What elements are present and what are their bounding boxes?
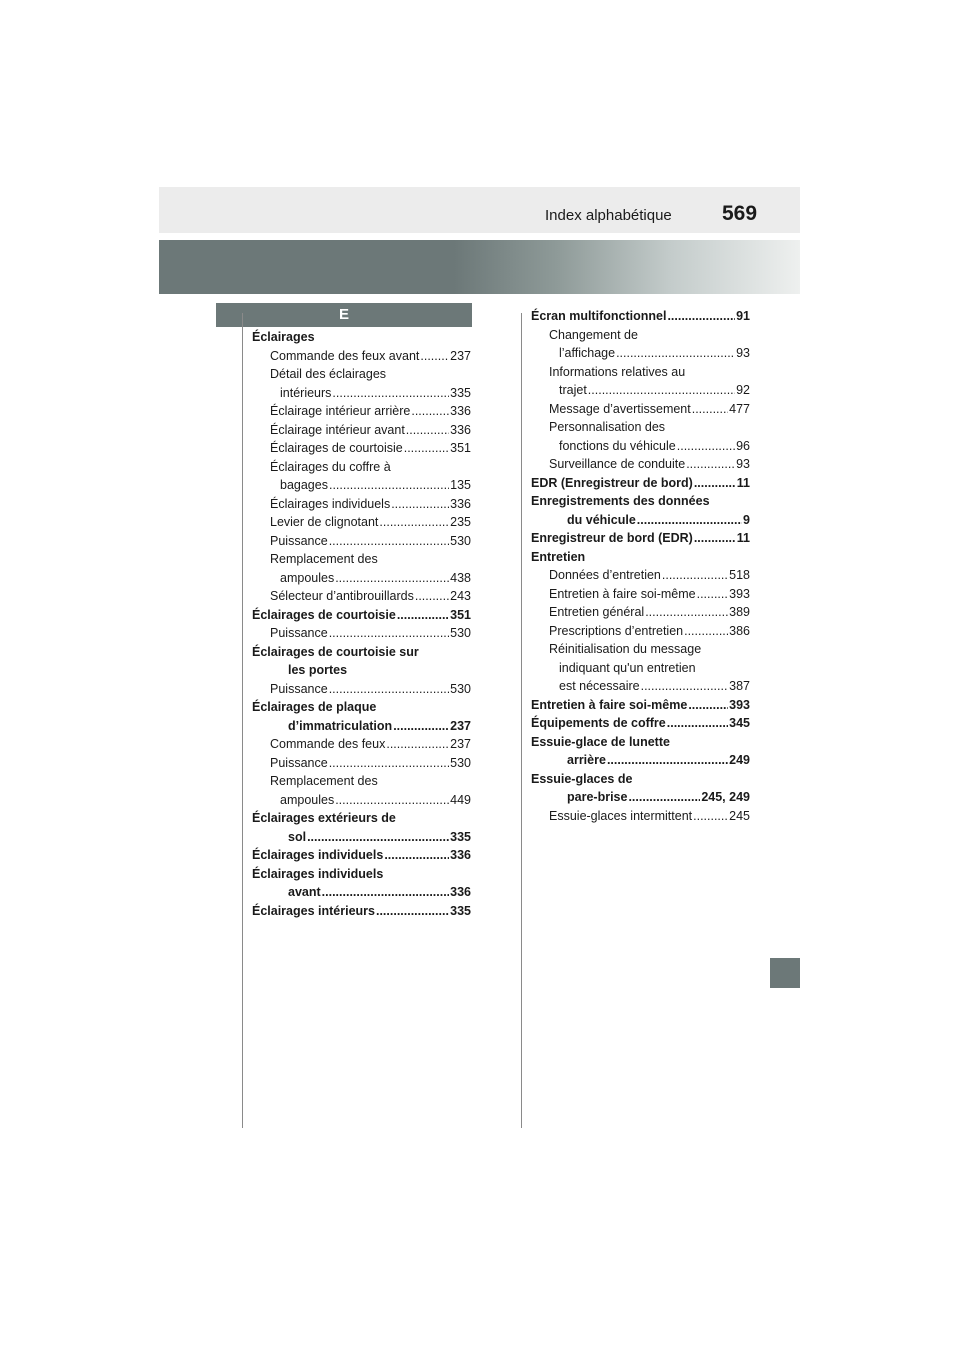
section-letter-tab: E bbox=[216, 303, 472, 327]
index-entry-text: Éclairages individuels bbox=[270, 496, 391, 511]
index-entry-text: Changement de bbox=[549, 327, 638, 342]
dot-leader bbox=[329, 532, 449, 551]
index-entry-page: 9 bbox=[743, 512, 750, 527]
index-entry-text: Éclairages extérieurs de bbox=[252, 811, 396, 825]
index-entry-page: 518 bbox=[729, 568, 750, 582]
index-entry bbox=[531, 326, 750, 345]
dot-leader bbox=[397, 606, 449, 625]
index-entry bbox=[252, 606, 471, 625]
index-entry bbox=[531, 770, 750, 789]
index-entry-text: Éclairage intérieur arrière bbox=[270, 404, 411, 418]
index-entry bbox=[531, 437, 750, 456]
index-entry bbox=[252, 458, 471, 477]
dot-leader bbox=[411, 402, 449, 421]
index-entry bbox=[252, 865, 471, 884]
dot-leader bbox=[688, 696, 728, 715]
index-entry-text: Éclairage intérieur avant bbox=[270, 422, 405, 437]
running-header-title: Index alphabétique bbox=[545, 207, 672, 224]
index-entry bbox=[531, 603, 750, 622]
index-entry-page: 393 bbox=[729, 586, 750, 601]
index-entry-page: 335 bbox=[450, 829, 471, 844]
index-entry-text: Surveillance de conduite bbox=[549, 457, 686, 471]
index-entry-text: fonctions du véhicule bbox=[559, 438, 676, 453]
index-entry-text: Entretien à faire soi-même bbox=[531, 697, 688, 712]
index-entry bbox=[252, 384, 471, 403]
index-entry bbox=[531, 751, 750, 770]
index-entry-page: 135 bbox=[450, 478, 471, 492]
index-entry bbox=[531, 659, 750, 678]
index-entry-text: Puissance bbox=[270, 755, 328, 770]
index-entry bbox=[531, 733, 750, 752]
index-entry bbox=[252, 513, 471, 532]
dot-leader bbox=[329, 680, 449, 699]
index-entry-text: pare-brise bbox=[567, 790, 628, 804]
index-entry-text: Éclairages bbox=[252, 330, 315, 344]
index-entry-page: 237 bbox=[450, 348, 471, 363]
index-entry bbox=[252, 365, 471, 384]
index-entry bbox=[252, 828, 471, 847]
dot-leader bbox=[376, 902, 449, 921]
index-entry bbox=[531, 585, 750, 604]
index-entry-page: 243 bbox=[450, 589, 471, 603]
dot-leader bbox=[667, 307, 735, 326]
index-entry-text: Équipements de coffre bbox=[531, 716, 666, 730]
header-band bbox=[159, 187, 800, 233]
index-entry bbox=[252, 717, 471, 736]
index-entry-page: 530 bbox=[450, 533, 471, 548]
index-entry-text: Éclairages de courtoisie sur bbox=[252, 644, 419, 659]
index-entry bbox=[252, 328, 471, 347]
index-entry bbox=[531, 511, 750, 530]
index-entry-page: 449 bbox=[450, 792, 471, 807]
index-entry-page: 530 bbox=[450, 626, 471, 640]
index-entry bbox=[252, 624, 471, 643]
index-entry-page: 530 bbox=[450, 681, 471, 696]
dot-leader bbox=[684, 622, 728, 641]
index-entry-text: Message d’avertissement bbox=[549, 401, 691, 416]
index-entry-text: ampoules bbox=[280, 570, 335, 585]
index-entry-text: Éclairages de plaque bbox=[252, 700, 377, 714]
index-entry-page: 387 bbox=[729, 679, 750, 693]
index-entry-page: 393 bbox=[729, 697, 750, 712]
index-entry bbox=[531, 696, 750, 715]
index-entry-text: avant bbox=[288, 885, 321, 899]
index-entry bbox=[531, 363, 750, 382]
dot-leader bbox=[692, 400, 728, 419]
dot-leader bbox=[379, 513, 449, 532]
index-entry bbox=[252, 809, 471, 828]
index-entry-text: Remplacement des bbox=[270, 552, 378, 566]
index-entry-text: Entretien à faire soi-même bbox=[549, 586, 696, 601]
index-entry bbox=[252, 735, 471, 754]
dot-leader bbox=[697, 585, 729, 604]
index-entry-text: Entretien bbox=[531, 549, 586, 564]
index-entry-text: Essuie-glace de lunette bbox=[531, 734, 670, 749]
index-entry-page: 336 bbox=[450, 848, 471, 862]
index-entry bbox=[252, 754, 471, 773]
dot-leader bbox=[391, 495, 449, 514]
index-entry-page: 11 bbox=[736, 475, 750, 490]
index-entry-page: 336 bbox=[450, 885, 471, 899]
index-entry-text: Levier de clignotant bbox=[270, 515, 379, 529]
index-entry bbox=[531, 529, 750, 548]
dot-leader bbox=[322, 883, 449, 902]
dot-leader bbox=[645, 603, 728, 622]
dot-leader bbox=[406, 421, 449, 440]
index-entry-page: 335 bbox=[450, 903, 471, 918]
dot-leader bbox=[329, 624, 449, 643]
index-entry bbox=[252, 883, 471, 902]
index-entry bbox=[252, 421, 471, 440]
index-entry bbox=[531, 677, 750, 696]
dot-leader bbox=[329, 754, 449, 773]
index-entry bbox=[531, 455, 750, 474]
page-number: 569 bbox=[722, 202, 758, 225]
index-entry-page: 93 bbox=[736, 346, 750, 360]
dot-leader bbox=[641, 677, 729, 696]
index-entry-page: 477 bbox=[729, 401, 750, 416]
dot-leader bbox=[616, 344, 735, 363]
index-entry bbox=[252, 495, 471, 514]
index-entry-text: Entretien général bbox=[549, 605, 645, 619]
index-entry bbox=[531, 400, 750, 419]
dot-leader bbox=[404, 439, 449, 458]
index-entry-text: Éclairages de courtoisie bbox=[270, 441, 403, 455]
index-entry-text: intérieurs bbox=[280, 385, 332, 400]
index-entry-text: Puissance bbox=[270, 533, 328, 548]
index-entry-page: 237 bbox=[450, 718, 471, 733]
index-entry-text: Enregistreur de bord (EDR) bbox=[531, 531, 693, 545]
index-entry-page: 96 bbox=[736, 438, 750, 453]
index-entry-text: Remplacement des bbox=[270, 774, 378, 788]
index-entry-text: les portes bbox=[288, 663, 348, 677]
index-entry-text: bagages bbox=[280, 478, 328, 492]
dot-leader bbox=[667, 714, 728, 733]
index-entry bbox=[252, 698, 471, 717]
index-entry-text: Essuie-glaces intermittent bbox=[549, 808, 693, 823]
index-entry-text: Éclairages du coffre à bbox=[270, 459, 391, 474]
dot-leader bbox=[332, 384, 449, 403]
index-entry-text: Détail des éclairages bbox=[270, 367, 387, 381]
index-entry-text: Puissance bbox=[270, 681, 328, 696]
index-entry-text: indiquant qu'un entretien bbox=[559, 660, 696, 675]
index-entry bbox=[252, 846, 471, 865]
index-entry-page: 336 bbox=[450, 404, 471, 418]
dot-leader bbox=[386, 735, 449, 754]
index-entry-page: 351 bbox=[450, 441, 471, 455]
index-entry-text: Éclairages individuels bbox=[252, 848, 384, 862]
index-entry bbox=[252, 402, 471, 421]
index-entry-page: 92 bbox=[736, 383, 750, 397]
index-entry bbox=[531, 548, 750, 567]
dot-leader bbox=[588, 381, 735, 400]
dot-leader bbox=[335, 791, 449, 810]
index-entry bbox=[531, 566, 750, 585]
index-entry-text: Réinitialisation du message bbox=[549, 642, 702, 656]
index-entry bbox=[531, 807, 750, 826]
index-entry bbox=[252, 587, 471, 606]
index-entry bbox=[531, 788, 750, 807]
index-entry-page: 245 bbox=[729, 808, 750, 823]
index-entry bbox=[531, 492, 750, 511]
index-entry bbox=[252, 532, 471, 551]
dot-leader bbox=[384, 846, 449, 865]
index-entry bbox=[252, 476, 471, 495]
index-entry-page: 235 bbox=[450, 515, 471, 529]
index-entry-page: 245, 249 bbox=[701, 790, 750, 804]
index-entry-text: arrière bbox=[567, 753, 606, 767]
index-entry bbox=[252, 550, 471, 569]
index-entry-page: 530 bbox=[450, 755, 471, 770]
dot-leader bbox=[686, 455, 735, 474]
index-entry bbox=[531, 714, 750, 733]
dot-leader bbox=[307, 828, 449, 847]
dot-leader bbox=[393, 717, 449, 736]
dot-leader bbox=[335, 569, 449, 588]
index-entry-page: 351 bbox=[450, 607, 471, 622]
index-entry-text: Données d’entretien bbox=[549, 568, 661, 582]
dot-leader bbox=[607, 751, 728, 770]
index-entry-text: Éclairages de courtoisie bbox=[252, 607, 396, 622]
dot-leader bbox=[628, 788, 700, 807]
index-entry-text: d’immatriculation bbox=[288, 718, 393, 733]
index-entry-page: 336 bbox=[450, 422, 471, 437]
index-entry-text: trajet bbox=[559, 383, 587, 397]
index-entry bbox=[252, 439, 471, 458]
index-entry bbox=[252, 772, 471, 791]
dot-leader bbox=[415, 587, 449, 606]
index-entry-text: Informations relatives au bbox=[549, 364, 686, 379]
dot-leader bbox=[637, 511, 742, 530]
left-column-rule bbox=[242, 313, 243, 1128]
index-entry-text: ampoules bbox=[280, 792, 335, 807]
index-entry-text: Éclairages individuels bbox=[252, 866, 384, 881]
index-entry bbox=[531, 640, 750, 659]
index-entry-page: 389 bbox=[729, 605, 750, 619]
index-entry-text: Puissance bbox=[270, 626, 328, 640]
index-entry bbox=[252, 661, 471, 680]
dot-leader bbox=[694, 474, 736, 493]
index-entry-page: 249 bbox=[729, 753, 750, 767]
index-entry bbox=[531, 622, 750, 641]
index-entry bbox=[252, 643, 471, 662]
index-entry-page: 386 bbox=[729, 623, 750, 638]
dot-leader bbox=[420, 347, 449, 366]
index-entry bbox=[252, 680, 471, 699]
index-entry-page: 336 bbox=[450, 496, 471, 511]
index-entry-text: Écran multifonctionnel bbox=[531, 309, 667, 323]
index-entry-text: Prescriptions d’entretien bbox=[549, 623, 684, 638]
index-entry-page: 345 bbox=[729, 716, 750, 730]
index-column-right bbox=[531, 307, 750, 825]
index-entry-text: du véhicule bbox=[567, 512, 636, 527]
index-entry bbox=[531, 344, 750, 363]
index-entry-page: 11 bbox=[736, 531, 750, 545]
index-entry-text: Éclairages intérieurs bbox=[252, 903, 375, 918]
index-entry-page: 335 bbox=[450, 385, 471, 400]
index-entry bbox=[531, 307, 750, 326]
index-entry-text: Commande des feux bbox=[270, 737, 386, 751]
chapter-gradient-band bbox=[159, 240, 800, 294]
index-entry bbox=[531, 474, 750, 493]
index-entry-text: sol bbox=[288, 829, 307, 844]
index-entry bbox=[252, 347, 471, 366]
index-entry bbox=[531, 418, 750, 437]
index-entry-text: Sélecteur d’antibrouillards bbox=[270, 589, 414, 603]
chapter-thumb-tab bbox=[770, 958, 800, 988]
index-entry-text: l’affichage bbox=[559, 346, 616, 360]
index-entry-page: 91 bbox=[736, 309, 750, 323]
index-entry bbox=[531, 381, 750, 400]
index-entry-text: EDR (Enregistreur de bord) bbox=[531, 475, 693, 490]
right-column-rule bbox=[521, 313, 522, 1128]
index-entry-text: Commande des feux avant bbox=[270, 348, 420, 363]
index-entry-text: Personnalisation des bbox=[549, 420, 666, 434]
index-entry-page: 93 bbox=[736, 457, 750, 471]
dot-leader bbox=[693, 807, 728, 826]
dot-leader bbox=[329, 476, 449, 495]
index-entry-page: 237 bbox=[450, 737, 471, 751]
index-entry-text: est nécessaire bbox=[559, 679, 640, 693]
dot-leader bbox=[662, 566, 728, 585]
index-entry-text: Enregistrements des données bbox=[531, 494, 710, 508]
index-entry bbox=[252, 902, 471, 921]
dot-leader bbox=[694, 529, 736, 548]
index-entry-page: 438 bbox=[450, 570, 471, 585]
index-entry bbox=[252, 791, 471, 810]
index-column-left bbox=[252, 328, 471, 920]
index-entry bbox=[252, 569, 471, 588]
index-entry-text: Essuie-glaces de bbox=[531, 771, 633, 786]
dot-leader bbox=[677, 437, 735, 456]
